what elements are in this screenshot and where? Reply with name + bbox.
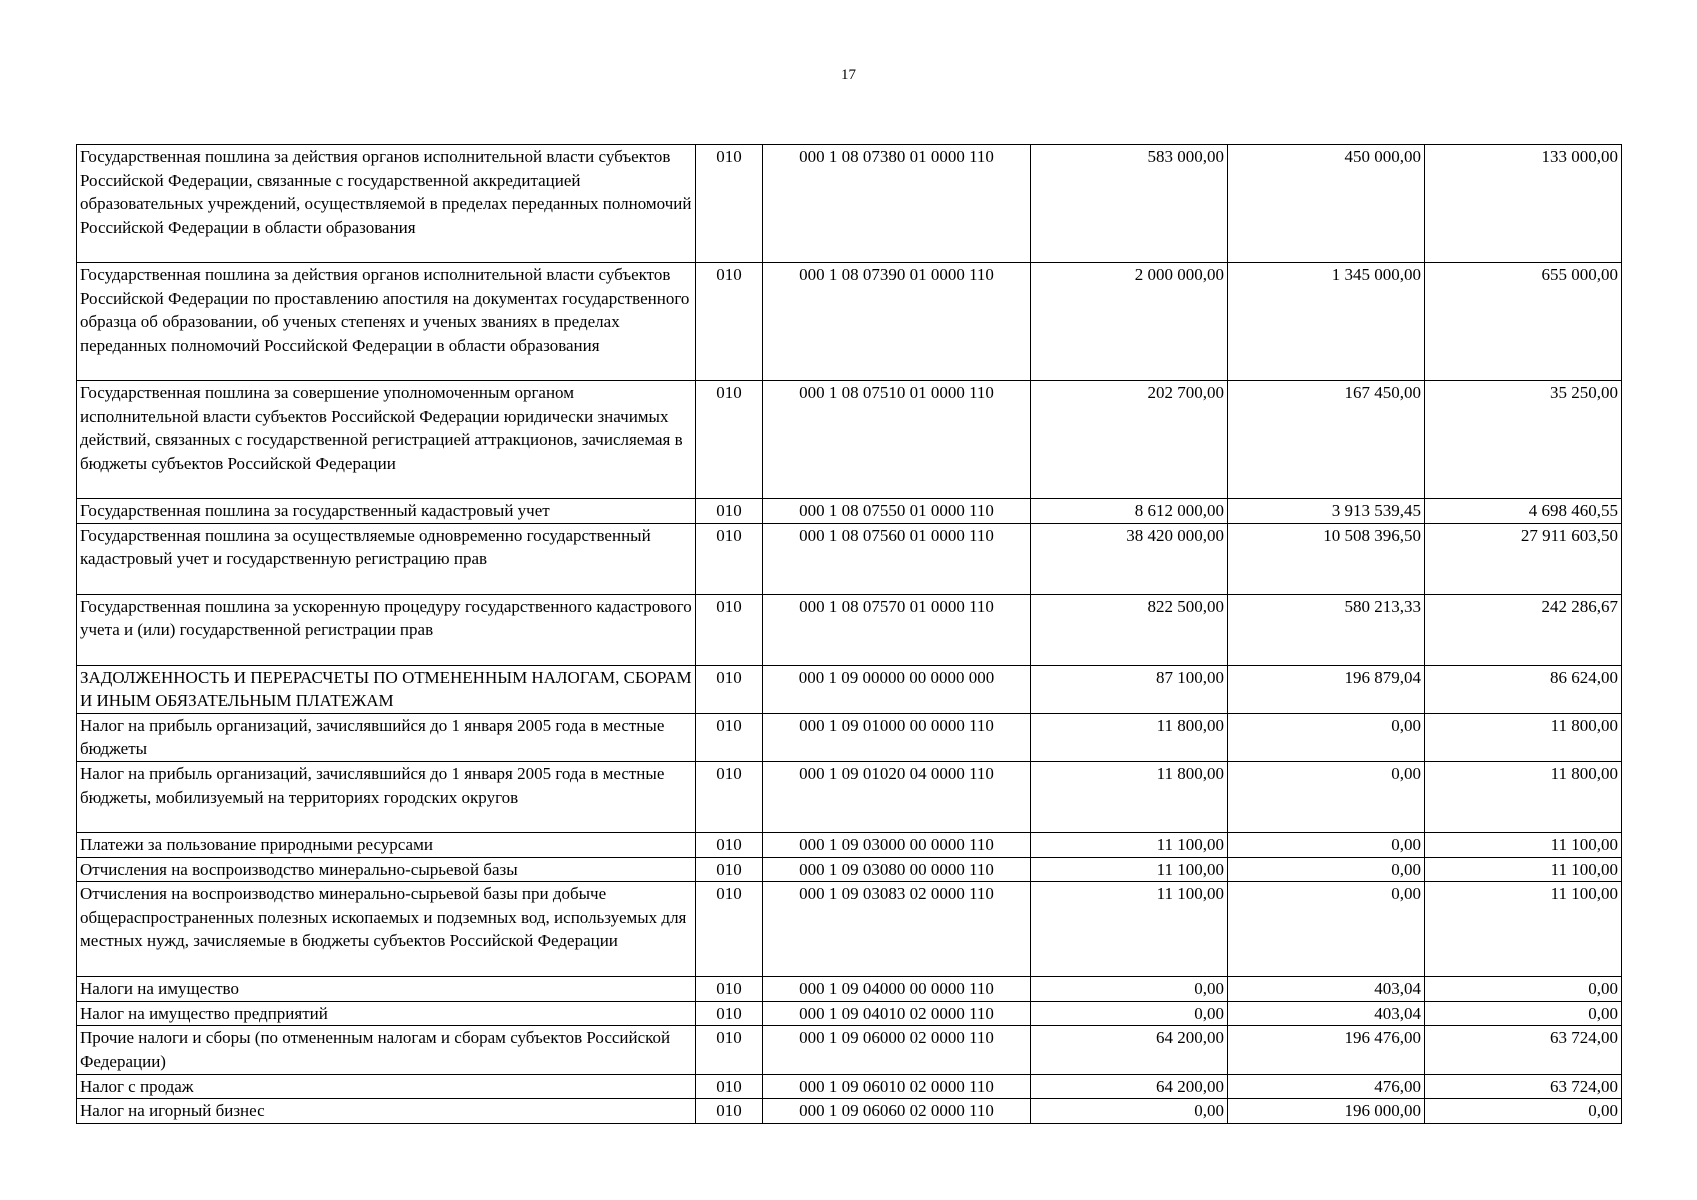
approved-amount-cell: 8 612 000,00 [1031,499,1228,524]
revenue-table [76,144,1622,1124]
unexecuted-amount-cell: 0,00 [1425,977,1622,1002]
budget-classification-code-cell: 000 1 09 01020 04 0000 110 [763,761,1031,832]
executed-amount-cell: 403,04 [1228,977,1425,1002]
line-code-cell: 010 [696,857,763,882]
unexecuted-amount-cell: 11 100,00 [1425,857,1622,882]
line-code-cell: 010 [696,1026,763,1074]
executed-amount-cell: 0,00 [1228,713,1425,761]
income-name-cell: Налог на прибыль организаций, зачислявшийся до 1 января 2005 года в местные бюджеты, мобилизуемый на территориях городских округов [77,761,696,832]
approved-amount-cell: 11 100,00 [1031,857,1228,882]
table-row [77,499,1622,524]
budget-classification-code-cell: 000 1 09 04010 02 0000 110 [763,1001,1031,1026]
budget-classification-code-cell: 000 1 09 03080 00 0000 110 [763,857,1031,882]
approved-amount-cell: 64 200,00 [1031,1074,1228,1099]
line-code-cell: 010 [696,263,763,381]
line-code-cell: 010 [696,713,763,761]
budget-classification-code-cell: 000 1 09 06010 02 0000 110 [763,1074,1031,1099]
line-code-cell: 010 [696,665,763,713]
executed-amount-cell: 196 476,00 [1228,1026,1425,1074]
budget-classification-code-cell: 000 1 08 07510 01 0000 110 [763,381,1031,499]
unexecuted-amount-cell: 0,00 [1425,1099,1622,1124]
income-name-cell: Налог на имущество предприятий [77,1001,696,1026]
executed-amount-cell: 10 508 396,50 [1228,523,1425,594]
unexecuted-amount-cell: 63 724,00 [1425,1074,1622,1099]
unexecuted-amount-cell: 63 724,00 [1425,1026,1622,1074]
budget-classification-code-cell: 000 1 09 03083 02 0000 110 [763,882,1031,977]
revenue-table-body [77,145,1622,1124]
approved-amount-cell: 11 800,00 [1031,713,1228,761]
table-row [77,665,1622,713]
approved-amount-cell: 583 000,00 [1031,145,1228,263]
income-name-cell: Государственная пошлина за государственный кадастровый учет [77,499,696,524]
unexecuted-amount-cell: 27 911 603,50 [1425,523,1622,594]
executed-amount-cell: 0,00 [1228,857,1425,882]
income-name-cell: Налог на игорный бизнес [77,1099,696,1124]
unexecuted-amount-cell: 86 624,00 [1425,665,1622,713]
executed-amount-cell: 196 879,04 [1228,665,1425,713]
income-name-cell: Прочие налоги и сборы (по отмененным налогам и сборам субъектов Российской Федерации) [77,1026,696,1074]
table-row [77,977,1622,1002]
income-name-cell: Налоги на имущество [77,977,696,1002]
executed-amount-cell: 1 345 000,00 [1228,263,1425,381]
unexecuted-amount-cell: 11 100,00 [1425,832,1622,857]
line-code-cell: 010 [696,977,763,1002]
table-row [77,523,1622,594]
unexecuted-amount-cell: 11 800,00 [1425,761,1622,832]
income-name-cell: ЗАДОЛЖЕННОСТЬ И ПЕРЕРАСЧЕТЫ ПО ОТМЕНЕННЫМ НАЛОГАМ, СБОРАМ И ИНЫМ ОБЯЗАТЕЛЬНЫМ ПЛАТЕЖАМ [77,665,696,713]
income-name-cell: Отчисления на воспроизводство минерально-сырьевой базы при добыче общераспространенных полезных ископаемых и подземных вод, используемых для местных нужд, зачисляемые в бюджеты субъектов Российской Федерации [77,882,696,977]
income-name-cell: Государственная пошлина за совершение уполномоченным органом исполнительной власти субъектов Российской Федерации юридически значимых действий, связанных с государственной регистрацией аттракционов, зачисляемая в бюджеты субъектов Российской Федерации [77,381,696,499]
unexecuted-amount-cell: 242 286,67 [1425,594,1622,665]
unexecuted-amount-cell: 11 100,00 [1425,882,1622,977]
budget-classification-code-cell: 000 1 08 07390 01 0000 110 [763,263,1031,381]
line-code-cell: 010 [696,523,763,594]
line-code-cell: 010 [696,882,763,977]
table-row [77,832,1622,857]
budget-classification-code-cell: 000 1 08 07380 01 0000 110 [763,145,1031,263]
executed-amount-cell: 0,00 [1228,882,1425,977]
line-code-cell: 010 [696,761,763,832]
unexecuted-amount-cell: 0,00 [1425,1001,1622,1026]
executed-amount-cell: 450 000,00 [1228,145,1425,263]
income-name-cell: Налог на прибыль организаций, зачислявшийся до 1 января 2005 года в местные бюджеты [77,713,696,761]
line-code-cell: 010 [696,145,763,263]
budget-classification-code-cell: 000 1 08 07550 01 0000 110 [763,499,1031,524]
table-row [77,263,1622,381]
executed-amount-cell: 0,00 [1228,761,1425,832]
line-code-cell: 010 [696,594,763,665]
approved-amount-cell: 87 100,00 [1031,665,1228,713]
executed-amount-cell: 476,00 [1228,1074,1425,1099]
income-name-cell: Платежи за пользование природными ресурсами [77,832,696,857]
approved-amount-cell: 64 200,00 [1031,1026,1228,1074]
income-name-cell: Государственная пошлина за действия органов исполнительной власти субъектов Российской Федерации по проставлению апостиля на документах государственного образца об образовании, об ученых степенях и ученых званиях в пределах переданных полномочий Российской Федерации в области образования [77,263,696,381]
table-row [77,145,1622,263]
approved-amount-cell: 822 500,00 [1031,594,1228,665]
table-row [77,1026,1622,1074]
table-row [77,1099,1622,1124]
table-row [77,381,1622,499]
approved-amount-cell: 2 000 000,00 [1031,263,1228,381]
income-name-cell: Государственная пошлина за осуществляемые одновременно государственный кадастровый учет и государственную регистрацию прав [77,523,696,594]
executed-amount-cell: 403,04 [1228,1001,1425,1026]
budget-classification-code-cell: 000 1 09 04000 00 0000 110 [763,977,1031,1002]
approved-amount-cell: 0,00 [1031,1099,1228,1124]
table-row [77,882,1622,977]
unexecuted-amount-cell: 133 000,00 [1425,145,1622,263]
table-row [77,761,1622,832]
approved-amount-cell: 0,00 [1031,1001,1228,1026]
table-row [77,1074,1622,1099]
unexecuted-amount-cell: 11 800,00 [1425,713,1622,761]
executed-amount-cell: 580 213,33 [1228,594,1425,665]
unexecuted-amount-cell: 655 000,00 [1425,263,1622,381]
budget-classification-code-cell: 000 1 08 07570 01 0000 110 [763,594,1031,665]
executed-amount-cell: 0,00 [1228,832,1425,857]
table-row [77,857,1622,882]
budget-classification-code-cell: 000 1 09 00000 00 0000 000 [763,665,1031,713]
page-number: 17 [841,67,856,83]
executed-amount-cell: 3 913 539,45 [1228,499,1425,524]
line-code-cell: 010 [696,832,763,857]
table-row [77,594,1622,665]
executed-amount-cell: 167 450,00 [1228,381,1425,499]
unexecuted-amount-cell: 35 250,00 [1425,381,1622,499]
budget-classification-code-cell: 000 1 08 07560 01 0000 110 [763,523,1031,594]
budget-classification-code-cell: 000 1 09 06060 02 0000 110 [763,1099,1031,1124]
line-code-cell: 010 [696,1001,763,1026]
line-code-cell: 010 [696,1099,763,1124]
line-code-cell: 010 [696,381,763,499]
approved-amount-cell: 11 100,00 [1031,882,1228,977]
budget-classification-code-cell: 000 1 09 06000 02 0000 110 [763,1026,1031,1074]
approved-amount-cell: 38 420 000,00 [1031,523,1228,594]
line-code-cell: 010 [696,499,763,524]
budget-classification-code-cell: 000 1 09 03000 00 0000 110 [763,832,1031,857]
budget-classification-code-cell: 000 1 09 01000 00 0000 110 [763,713,1031,761]
approved-amount-cell: 11 100,00 [1031,832,1228,857]
approved-amount-cell: 0,00 [1031,977,1228,1002]
income-name-cell: Государственная пошлина за действия органов исполнительной власти субъектов Российской Федерации, связанные с государственной аккредитацией образовательных учреждений, осуществляемой в пределах переданных полномочий Российской Федерации в области образования [77,145,696,263]
income-name-cell: Налог с продаж [77,1074,696,1099]
approved-amount-cell: 11 800,00 [1031,761,1228,832]
executed-amount-cell: 196 000,00 [1228,1099,1425,1124]
approved-amount-cell: 202 700,00 [1031,381,1228,499]
table-row [77,713,1622,761]
unexecuted-amount-cell: 4 698 460,55 [1425,499,1622,524]
line-code-cell: 010 [696,1074,763,1099]
income-name-cell: Отчисления на воспроизводство минерально-сырьевой базы [77,857,696,882]
table-row [77,1001,1622,1026]
income-name-cell: Государственная пошлина за ускоренную процедуру государственного кадастрового учета и (или) государственной регистрации прав [77,594,696,665]
